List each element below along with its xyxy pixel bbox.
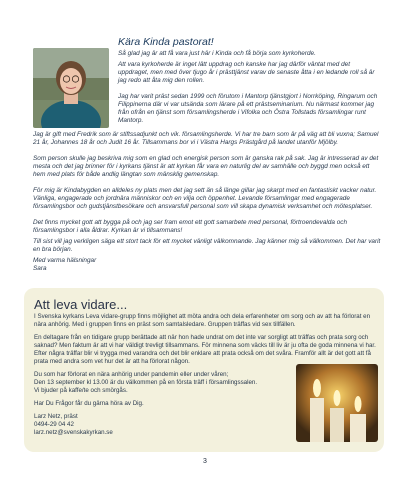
letter-paragraph-3: Jag har varit präst sedan 1999 och förutom i Mantorp tjänstgjort i Norrköping, Ringarum och Filippinerna där vi var utsända som lärare på ett prästseminarium. Nu närmast kommer jag från ofrån en tjänst som församlingsherde i Vifolka och Östra Tollstads församlingar runt Mantorp. <box>118 93 378 125</box>
letter-signature: Sara <box>33 265 47 272</box>
letter-paragraph-1: Så glad jag är att få vara just här i Kinda och få börja som kyrkoherde. <box>118 50 316 57</box>
letter-paragraph-4: Jag är gift med Fredrik som är stiftssadjunkt och vik. församlingsherde. Vi har tre barn som är på väg att bli vuxna; Samuel 21 år, Johannes 18 år och Judit 16 år. Tillsammans bor vi i Västra Hargs Prästgård på landet utanför Mjölby. <box>33 131 379 147</box>
box-paragraph-1: I Svenska kyrkans Leva vidare-grupp finns möjlighet att möta andra och dela erfarenheter om sorg och av att ha förlorat en nära anhörig. Med i gruppen finns en präst som samtalsledare. Gruppen träffas vid sex tillfällen. <box>34 313 371 328</box>
contact-phone: 0494-29 04 42 <box>34 421 74 428</box>
letter-paragraph-6: För mig är Kindabygden en alldeles ny plats men det jag sett än så länge gillar jag skarpt med en fantastiskt vacker natur. Vänliga, engagerade och jordnära människor och en vilja och öppenhet. Levande församlingar med engagerade församlingsbor och gudstjänstbesökare och ansvarsfull personal som vill skapa dynamisk verksamhet och mötesplatser. <box>33 187 377 211</box>
portrait-photo <box>33 48 109 128</box>
letter-greeting: Med varma hälsningar <box>33 257 97 264</box>
box-paragraph-3: Du som har förlorat en nära anhörig under pandemin eller under våren; Den 13 september kl 13.00 är du välkommen på en första träff i församlingssalen. Vi bjuder på kaffe/te och smörgås. <box>34 371 258 394</box>
letter-paragraph-2: Att vara kyrkoherde är inget lätt uppdrag och kanske har jag därför väntat med det uppdraget, men med över tjugo år i prästtjänst varav de senaste åtta i en ledande roll så är jag redo att åta mig den rollen. <box>118 61 375 85</box>
letter-title: Kära Kinda pastorat! <box>118 36 214 48</box>
box-paragraph-2: En deltagare från en tidigare grupp berättade att när hon hade undrat om det inte var sorgligt att träffas och prata sorg och saknad? Men faktum är att vi har väldigt trevligt tillsammans. För minnena som väcks till liv är ju ofta de goda minnena vi har. Efter några träffar blir vi trygga med varandra och det blir enklare att prata också om det svåra. Framför allt är det gott att få prata med andra som vet hur det är att ha förlorat någon. <box>34 334 376 365</box>
box-paragraph-4: Har Du Frågor får du gärna höra av Dig. <box>34 400 144 407</box>
letter-paragraph-7: Det finns mycket gott att bygga på och jag ser fram emot ett gott samarbete med personal, förtroendevalda och församlingsbor i alla åldrar. Kyrkan är vi tillsammans! <box>33 219 348 235</box>
letter-paragraph-8: Till sist vill jag verkligen säga ett stort tack för ett mycket vänligt välkomnande. Jag känner mig så välkommen. Det har varit en bra början. <box>33 238 381 254</box>
contact-email[interactable]: larz.netz@svenskakyrkan.se <box>34 429 113 436</box>
candles-image <box>296 364 378 442</box>
page-number: 3 <box>203 458 207 465</box>
contact-name: Larz Netz, präst <box>34 413 78 420</box>
box-title: Att leva vidare... <box>34 297 128 312</box>
letter-paragraph-5: Som person skulle jag beskriva mig som en glad och energisk person som är ganska rak på sak. Jag är intresserad av det mesta och det jag brinner för i kyrkans tjänst är att kyrkan får vara en naturlig del av samhälle och byggd men också ett hem med plats för både andlig längtan som mänsklig gemenskap. <box>33 155 379 179</box>
